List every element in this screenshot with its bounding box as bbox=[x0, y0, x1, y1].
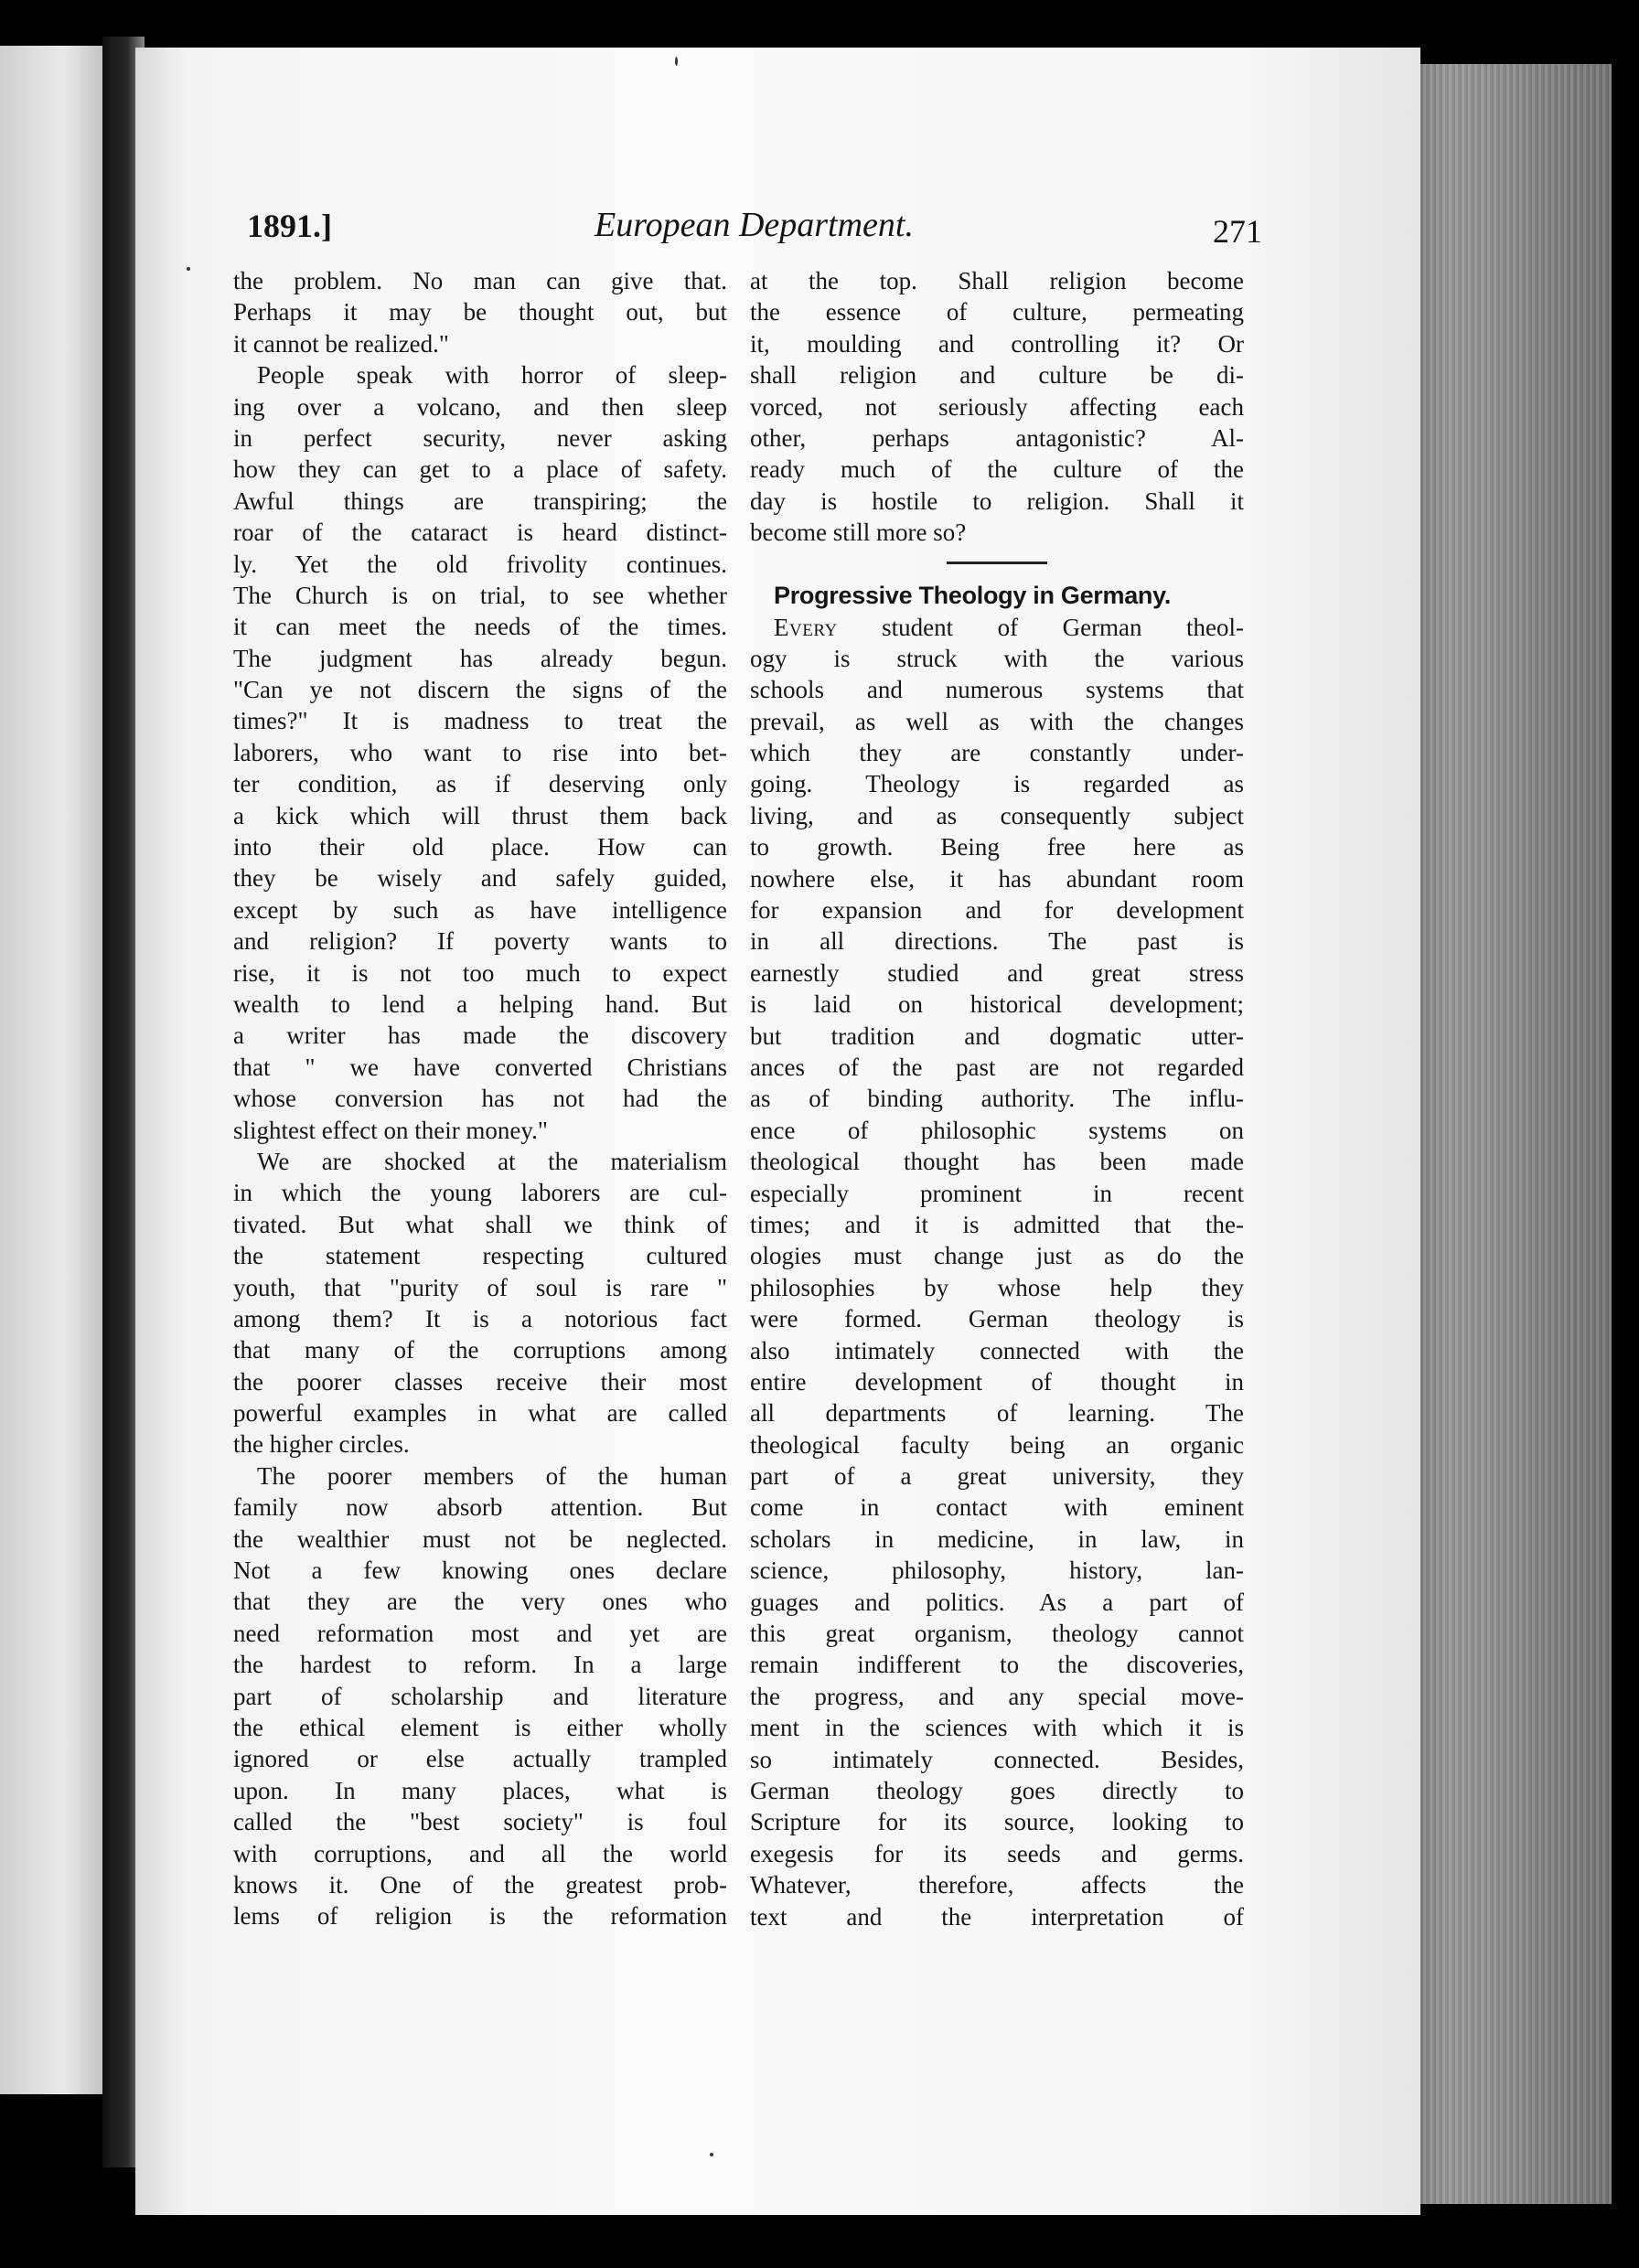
text-line: theological thought has been made bbox=[750, 1148, 1244, 1176]
text-line: times?" It is madness to treat the bbox=[233, 707, 727, 735]
text-line: for expansion and for development bbox=[750, 896, 1244, 925]
text-line: ter condition, as if deserving only bbox=[233, 770, 727, 798]
text-line: "Can ye not discern the signs of the bbox=[233, 676, 727, 704]
page-number: 271 bbox=[1213, 213, 1262, 250]
text-line: in all directions. The past is bbox=[750, 927, 1244, 956]
running-head-section-title: European Department. bbox=[595, 206, 914, 244]
text-line: The judgment has already begun. bbox=[233, 644, 727, 672]
text-line: nowhere else, it has abundant room bbox=[750, 864, 1244, 893]
text-line: Perhaps it may be thought out, but bbox=[233, 298, 727, 326]
text-line: powerful examples in what are called bbox=[233, 1399, 727, 1428]
article-body bbox=[750, 643, 1244, 1932]
text-line: guages and politics. As a part of bbox=[750, 1588, 1244, 1616]
text-line: upon. In many places, what is bbox=[233, 1776, 727, 1804]
text-line: were formed. German theology is bbox=[750, 1305, 1244, 1333]
text-line: family now absorb attention. But bbox=[233, 1493, 727, 1522]
text-line: Whatever, therefore, affects the bbox=[750, 1871, 1244, 1899]
text-line: it, moulding and controlling it? Or bbox=[750, 329, 1244, 358]
text-line: The Church is on trial, to see whether bbox=[233, 581, 727, 609]
text-line: living, and as consequently subject bbox=[750, 801, 1244, 829]
text-line: in which the young laborers are cul- bbox=[233, 1179, 727, 1207]
scan-speck bbox=[710, 2153, 713, 2156]
left-text-column bbox=[233, 265, 727, 1932]
text-line: Not a few knowing ones declare bbox=[233, 1557, 727, 1585]
text-line: come in contact with eminent bbox=[750, 1493, 1244, 1522]
text-line: the higher circles. bbox=[233, 1430, 410, 1459]
text-line: a writer has made the discovery bbox=[233, 1022, 727, 1050]
text-line: is laid on historical development; bbox=[750, 990, 1244, 1019]
text-line: lems of religion is the reformation bbox=[233, 1902, 727, 1931]
text-line: part of scholarship and literature bbox=[233, 1682, 727, 1710]
text-line: it cannot be realized." bbox=[233, 329, 449, 358]
text-line: ologies must change just as do the bbox=[750, 1242, 1244, 1270]
text-line: other, perhaps antagonistic? Al- bbox=[750, 423, 1244, 452]
text-line: roar of the cataract is heard distinct- bbox=[233, 519, 727, 547]
text-line: also intimately connected with the bbox=[750, 1336, 1244, 1364]
text-line: theological faculty being an organic bbox=[750, 1430, 1244, 1459]
text-line: entire development of thought in bbox=[750, 1367, 1244, 1396]
text-line: all departments of learning. The bbox=[750, 1399, 1244, 1428]
article-first-line bbox=[750, 612, 1244, 643]
text-line: the statement respecting cultured bbox=[233, 1242, 727, 1270]
section-divider-rule bbox=[947, 562, 1047, 564]
right-column-continuation bbox=[750, 265, 1244, 549]
text-line: it can meet the needs of the times. bbox=[233, 613, 727, 641]
text-line: vorced, not seriously affecting each bbox=[750, 392, 1244, 421]
text-line: shall religion and culture be di- bbox=[750, 361, 1244, 390]
text-line: science, philosophy, history, lan- bbox=[750, 1557, 1244, 1585]
first-line-rest: student of German theol- bbox=[882, 613, 1244, 641]
text-line: ready much of the culture of the bbox=[750, 455, 1244, 484]
text-line: in perfect security, never asking bbox=[233, 423, 727, 452]
text-line: called the "best society" is foul bbox=[233, 1808, 727, 1836]
text-line: German theology goes directly to bbox=[750, 1776, 1244, 1804]
text-line: part of a great university, they bbox=[750, 1462, 1244, 1491]
running-head bbox=[247, 201, 1262, 256]
text-line: as of binding authority. The influ- bbox=[750, 1085, 1244, 1113]
text-line: ances of the past are not regarded bbox=[750, 1053, 1244, 1081]
text-line: ing over a volcano, and then sleep bbox=[233, 392, 727, 421]
text-line: become still more so? bbox=[750, 519, 967, 547]
text-line: times; and it is admitted that the- bbox=[750, 1210, 1244, 1238]
text-line: whose conversion has not had the bbox=[233, 1085, 727, 1113]
text-line: with corruptions, and all the world bbox=[233, 1839, 727, 1867]
text-line: need reformation most and yet are bbox=[233, 1619, 727, 1647]
text-line: the problem. No man can give that. bbox=[233, 267, 727, 294]
text-line: ignored or else actually trampled bbox=[233, 1745, 727, 1773]
text-line: except by such as have intelligence bbox=[233, 895, 727, 924]
text-line: tivated. But what shall we think of bbox=[233, 1210, 727, 1238]
text-line: exegesis for its seeds and germs. bbox=[750, 1839, 1244, 1867]
text-line: among them? It is a notorious fact bbox=[233, 1304, 727, 1332]
text-line: the ethical element is either wholly bbox=[233, 1713, 727, 1741]
text-line: especially prominent in recent bbox=[750, 1179, 1244, 1207]
scan-speck bbox=[675, 57, 678, 66]
section-heading: Progressive Theology in Germany. bbox=[774, 581, 1172, 609]
text-line: remain indifferent to the discoveries, bbox=[750, 1651, 1244, 1679]
text-line: We are shocked at the materialism bbox=[257, 1147, 727, 1175]
text-line: wealth to lend a helping hand. But bbox=[233, 990, 727, 1018]
lead-word: Every bbox=[774, 613, 838, 641]
text-line: and religion? If poverty wants to bbox=[233, 927, 727, 956]
text-line: to growth. Being free here as bbox=[750, 833, 1244, 861]
text-line: that they are the very ones who bbox=[233, 1588, 727, 1616]
text-line: they be wisely and safely guided, bbox=[233, 864, 727, 893]
text-line: laborers, who want to rise into bet- bbox=[233, 738, 727, 766]
text-line: schools and numerous systems that bbox=[750, 676, 1244, 704]
text-line: ment in the sciences with which it is bbox=[750, 1714, 1244, 1742]
text-line: youth, that "purity of soul is rare " bbox=[233, 1273, 727, 1301]
text-line: Scripture for its source, looking to bbox=[750, 1808, 1244, 1836]
text-line: slightest effect on their money." bbox=[233, 1116, 548, 1144]
text-line: Awful things are transpiring; the bbox=[233, 487, 727, 515]
text-line: this great organism, theology cannot bbox=[750, 1620, 1244, 1648]
right-text-column bbox=[750, 265, 1244, 1932]
text-line: rise, it is not too much to expect bbox=[233, 958, 727, 987]
text-line: the essence of culture, permeating bbox=[750, 298, 1244, 326]
text-line: into their old place. How can bbox=[233, 833, 727, 861]
text-line: ly. Yet the old frivolity continues. bbox=[233, 550, 727, 578]
text-line: philosophies by whose help they bbox=[750, 1273, 1244, 1301]
page-fore-edge bbox=[1409, 64, 1612, 2204]
text-line: text and the interpretation of bbox=[750, 1902, 1244, 1931]
text-line: ogy is struck with the various bbox=[750, 644, 1244, 672]
text-line: earnestly studied and great stress bbox=[750, 958, 1244, 987]
text-line: at the top. Shall religion become bbox=[750, 267, 1244, 294]
text-line: the poorer classes receive their most bbox=[233, 1367, 727, 1396]
scan-speck bbox=[187, 267, 190, 271]
running-head-year: 1891.] bbox=[247, 208, 332, 244]
text-line: knows it. One of the greatest prob- bbox=[233, 1870, 727, 1899]
text-line: prevail, as well as with the changes bbox=[750, 707, 1244, 735]
text-line: that " we have converted Christians bbox=[233, 1053, 727, 1081]
text-line: that many of the corruptions among bbox=[233, 1336, 727, 1364]
text-line: how they can get to a place of safety. bbox=[233, 455, 727, 484]
text-line: the hardest to reform. In a large bbox=[233, 1651, 727, 1679]
text-line: the wealthier must not be neglected. bbox=[233, 1524, 727, 1553]
text-line: ence of philosophic systems on bbox=[750, 1116, 1244, 1144]
text-line: the progress, and any special move- bbox=[750, 1682, 1244, 1710]
text-line: going. Theology is regarded as bbox=[750, 770, 1244, 798]
text-line: day is hostile to religion. Shall it bbox=[750, 487, 1244, 515]
text-line: a kick which will thrust them back bbox=[233, 801, 727, 829]
text-line: scholars in medicine, in law, in bbox=[750, 1524, 1244, 1553]
text-line: People speak with horror of sleep- bbox=[257, 361, 727, 390]
text-line: but tradition and dogmatic utter- bbox=[750, 1022, 1244, 1050]
text-line: The poorer members of the human bbox=[257, 1461, 727, 1490]
text-line: so intimately connected. Besides, bbox=[750, 1745, 1244, 1773]
text-line: which they are constantly under- bbox=[750, 739, 1244, 767]
